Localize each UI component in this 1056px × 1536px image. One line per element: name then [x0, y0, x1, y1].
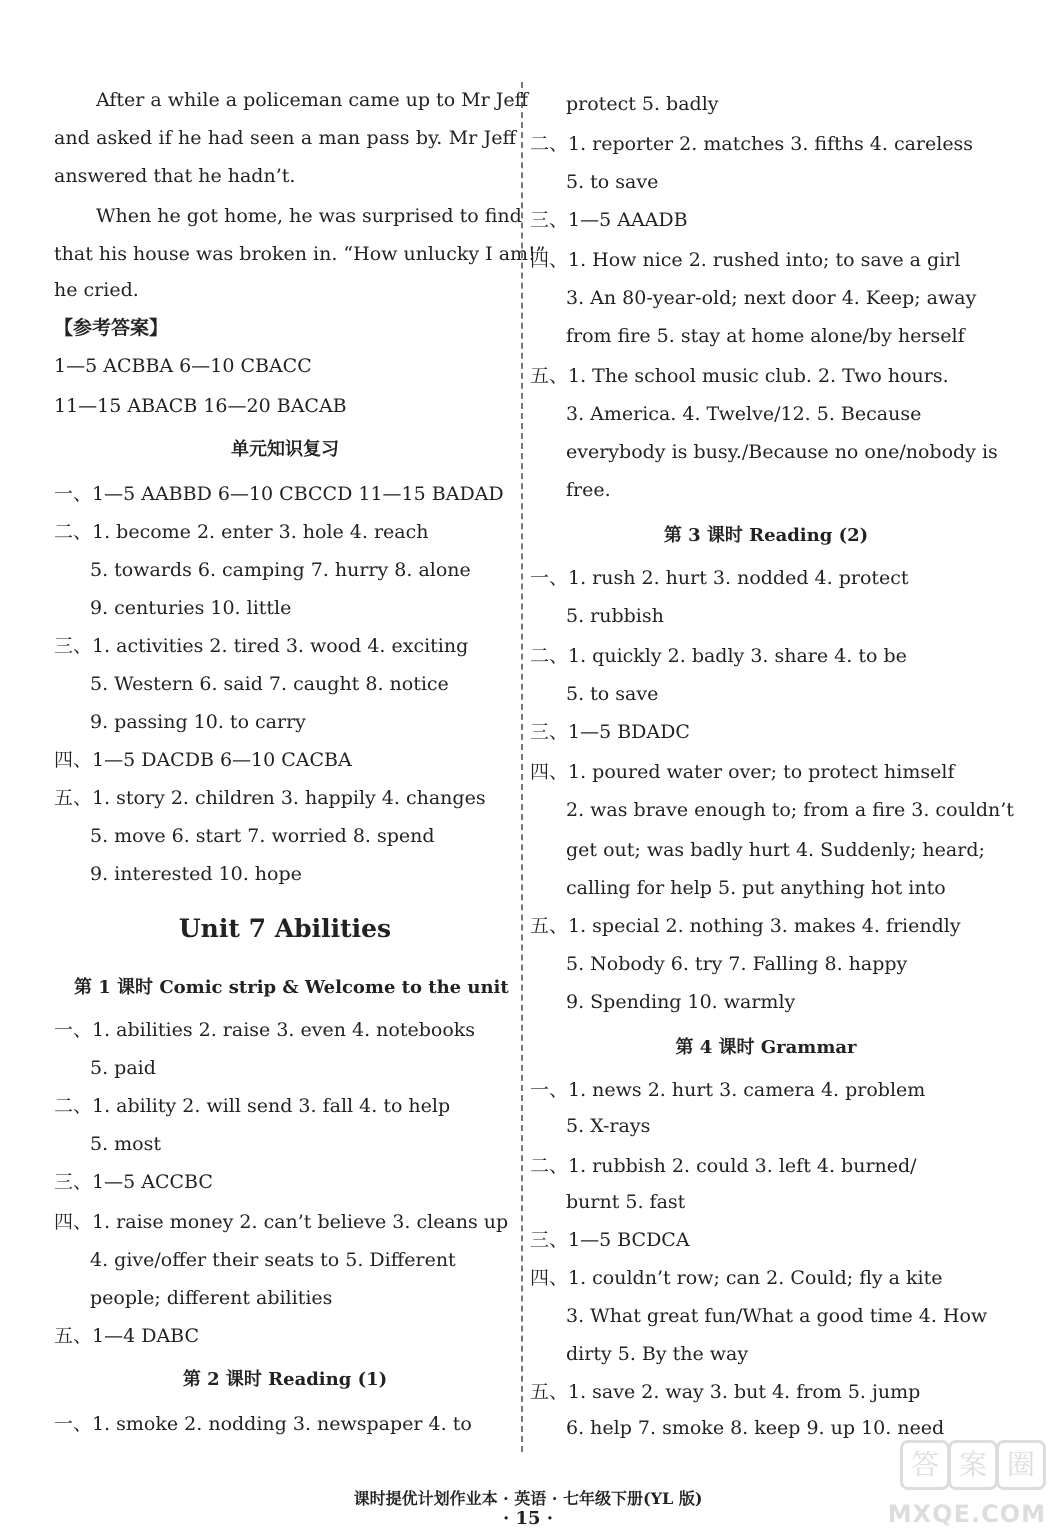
answer-line: 11—15 ABACB 16—20 BACAB	[54, 395, 347, 417]
book-title: 课时提优计划作业本 · 英语 · 七年级下册(YL 版)	[353, 1489, 703, 1508]
answer-line: 5. X-rays	[566, 1115, 651, 1137]
answer-line: dirty 5. By the way	[566, 1343, 749, 1365]
answer-heading: 【参考答案】	[54, 317, 169, 339]
answer-line: 5. Nobody 6. try 7. Falling 8. happy	[566, 953, 908, 975]
answer-line: 四、1. How nice 2. rushed into; to save a girl	[530, 249, 961, 271]
answer-line: 四、1. poured water over; to protect himself	[530, 761, 955, 783]
watermark-logo	[887, 1440, 1046, 1528]
answer-line: everybody is busy./Because no one/nobody is	[566, 441, 998, 463]
answer-line: 9. passing 10. to carry	[90, 711, 306, 733]
answer-line: 五、1. story 2. children 3. happily 4. changes	[54, 787, 486, 809]
answer-line: 三、1—5 BDADC	[530, 721, 690, 743]
answer-line: 2. was brave enough to; from a fire 3. couldn’t	[566, 799, 1014, 821]
answer-line: free.	[566, 479, 611, 501]
answer-line: 1—5 ACBBA 6—10 CBACC	[54, 355, 312, 377]
story-line: he cried.	[54, 279, 139, 301]
watermark-url: MXQE.COM	[887, 1500, 1046, 1528]
answer-line: 三、1. activities 2. tired 3. wood 4. exciting	[54, 635, 469, 657]
answer-line: 6. help 7. smoke 8. keep 9. up 10. need	[566, 1417, 945, 1439]
answer-line: 二、1. become 2. enter 3. hole 4. reach	[54, 521, 429, 543]
answer-line: 5. towards 6. camping 7. hurry 8. alone	[90, 559, 471, 581]
lesson-heading: 第 1 课时 Comic strip & Welcome to the unit	[74, 977, 509, 998]
answer-line: 一、1—5 AABBD 6—10 CBCCD 11—15 BADAD	[54, 483, 504, 505]
lesson-heading: 第 2 课时 Reading (1)	[182, 1369, 388, 1390]
answer-line: 3. America. 4. Twelve/12. 5. Because	[566, 403, 922, 425]
story-line: When he got home, he was surprised to find	[96, 205, 522, 227]
answer-line: 三、1—5 AAADB	[530, 209, 688, 231]
story-line: and asked if he had seen a man pass by. Mr Jeff	[54, 127, 516, 149]
review-heading: 单元知识复习	[231, 439, 339, 460]
answer-line: 二、1. quickly 2. badly 3. share 4. to be	[530, 645, 907, 667]
answer-line: people; different abilities	[90, 1287, 333, 1309]
answer-line: 9. interested 10. hope	[90, 863, 302, 885]
answer-line: 四、1. couldn’t row; can 2. Could; fly a kite	[530, 1267, 943, 1289]
answer-line: 3. What great fun/What a good time 4. How	[566, 1305, 988, 1327]
answer-line: 5. to save	[566, 683, 659, 705]
unit-title: Unit 7 Abilities	[178, 914, 392, 943]
watermark-char: 案	[948, 1440, 998, 1490]
story-line: answered that he hadn’t.	[54, 165, 296, 187]
answer-line: 四、1—5 DACDB 6—10 CACBA	[54, 749, 352, 771]
lesson-heading: 第 4 课时 Grammar	[675, 1037, 857, 1058]
answer-line: 二、1. reporter 2. matches 3. fifths 4. careless	[530, 133, 974, 155]
answer-line: 一、1. smoke 2. nodding 3. newspaper 4. to	[54, 1413, 472, 1435]
answer-line: 5. move 6. start 7. worried 8. spend	[90, 825, 435, 847]
answer-line: 5. Western 6. said 7. caught 8. notice	[90, 673, 449, 695]
answer-line: 二、1. rubbish 2. could 3. left 4. burned/	[530, 1155, 917, 1177]
answer-line: 5. to save	[566, 171, 659, 193]
answer-line: 四、1. raise money 2. can’t believe 3. cleans up	[54, 1211, 509, 1233]
answer-line: get out; was badly hurt 4. Suddenly; heard;	[566, 839, 985, 861]
answer-line: 9. Spending 10. warmly	[566, 991, 796, 1013]
watermark-char: 答	[900, 1440, 950, 1490]
answer-line: 三、1—5 BCDCA	[530, 1229, 690, 1251]
answer-line: 5. rubbish	[566, 605, 664, 627]
watermark-char: 圈	[996, 1440, 1046, 1490]
answer-line: 五、1—4 DABC	[54, 1325, 200, 1347]
answer-line: 9. centuries 10. little	[90, 597, 292, 619]
answer-line: protect 5. badly	[566, 93, 719, 115]
answer-line: 3. An 80-year-old; next door 4. Keep; away	[566, 287, 977, 309]
page-number: · 15 ·	[502, 1508, 554, 1529]
lesson-heading: 第 3 课时 Reading (2)	[663, 525, 869, 546]
story-line: that his house was broken in. “How unlucky I am!”	[54, 243, 546, 265]
answer-line: 一、1. news 2. hurt 3. camera 4. problem	[530, 1079, 926, 1101]
answer-line: 五、1. The school music club. 2. Two hours.	[530, 365, 949, 387]
answer-line: 5. paid	[90, 1057, 156, 1079]
answer-line: from fire 5. stay at home alone/by herself	[566, 325, 965, 347]
answer-line: 五、1. special 2. nothing 3. makes 4. friendly	[530, 915, 961, 937]
answer-line: 一、1. abilities 2. raise 3. even 4. notebooks	[54, 1019, 476, 1041]
answer-line: burnt 5. fast	[566, 1191, 686, 1213]
column-divider	[521, 82, 523, 1452]
answer-line: 五、1. save 2. way 3. but 4. from 5. jump	[530, 1381, 921, 1403]
answer-line: 三、1—5 ACCBC	[54, 1171, 213, 1193]
story-line: After a while a policeman came up to Mr Jeff	[96, 89, 529, 111]
answer-line: 二、1. ability 2. will send 3. fall 4. to help	[54, 1095, 451, 1117]
answer-line: calling for help 5. put anything hot into	[566, 877, 946, 899]
answer-line: 5. most	[90, 1133, 162, 1155]
answer-line: 4. give/offer their seats to 5. Different	[90, 1249, 456, 1271]
answer-line: 一、1. rush 2. hurt 3. nodded 4. protect	[530, 567, 909, 589]
